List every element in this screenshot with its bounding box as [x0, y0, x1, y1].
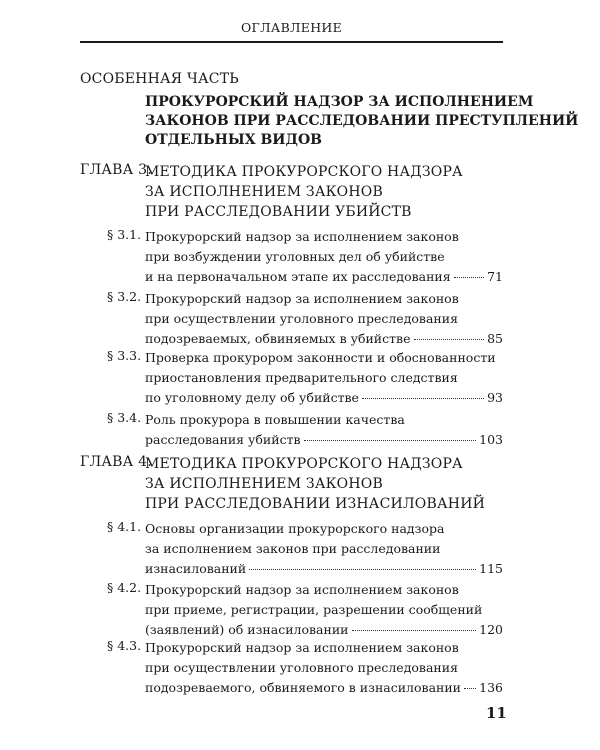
section-number: § 3.3. — [107, 348, 142, 363]
chapter-title-line: МЕТОДИКА ПРОКУРОРСКОГО НАДЗОРА — [145, 456, 463, 472]
entry-text-line: Проверка прокурором законности и обоснованности — [145, 350, 496, 365]
part-title-line: ЗАКОНОВ ПРИ РАССЛЕДОВАНИИ ПРЕСТУПЛЕНИЙ — [145, 113, 579, 129]
entry-text-line: при приеме, регистрации, разрешении сообщений — [145, 602, 483, 617]
chapter-label: ГЛАВА 3. — [80, 162, 152, 178]
page-ref: 115 — [479, 561, 503, 576]
part-label: ОСОБЕННАЯ ЧАСТЬ — [80, 71, 239, 87]
chapter-label: ГЛАВА 4. — [80, 454, 152, 470]
entry-text-line: Прокурорский надзор за исполнением законов — [145, 291, 459, 306]
dot-leader — [362, 398, 484, 399]
entry-text-line: Прокурорский надзор за исполнением законов — [145, 229, 459, 244]
page-ref: 120 — [479, 622, 503, 637]
section-number: § 3.4. — [107, 410, 142, 425]
section-number: § 4.1. — [107, 519, 142, 534]
dot-leader — [249, 569, 476, 570]
entry-text-line: подозреваемого, обвиняемого в изнасиловании — [145, 680, 462, 695]
chapter-title-line: ЗА ИСПОЛНЕНИЕМ ЗАКОНОВ — [145, 476, 383, 492]
chapter-title — [145, 454, 485, 514]
entry-text-line: при осуществлении уголовного преследования — [145, 311, 458, 326]
section-number: § 3.2. — [107, 289, 142, 304]
running-head: ОГЛАВЛЕНИЕ — [240, 20, 343, 35]
entry-text-line: (заявлений) об изнасиловании — [145, 622, 349, 637]
entry-text-line: Прокурорский надзор за исполнением законов — [145, 582, 459, 597]
entry-text-line: подозреваемых, обвиняемых в убийстве — [145, 331, 411, 346]
entry-text-line: Прокурорский надзор за исполнением законов — [145, 640, 459, 655]
page-ref: 71 — [487, 269, 503, 284]
page-ref: 103 — [479, 432, 503, 447]
part-title — [145, 93, 579, 150]
page-ref: 93 — [487, 390, 503, 405]
part-title-line: ОТДЕЛЬНЫХ ВИДОВ — [145, 132, 322, 148]
entry-text-line: расследования убийств — [145, 432, 301, 447]
chapter-title-line: МЕТОДИКА ПРОКУРОРСКОГО НАДЗОРА — [145, 164, 463, 180]
dot-leader — [464, 688, 476, 689]
section-number: § 4.3. — [107, 638, 142, 653]
chapter-title-line: ЗА ИСПОЛНЕНИЕМ ЗАКОНОВ — [145, 184, 383, 200]
page-ref: 85 — [487, 331, 503, 346]
chapter-title-line: ПРИ РАССЛЕДОВАНИИ ИЗНАСИЛОВАНИЙ — [145, 496, 486, 512]
dot-leader — [352, 630, 477, 631]
dot-leader — [454, 277, 484, 278]
chapter-title — [145, 162, 463, 222]
header-rule — [80, 41, 503, 43]
entry-text-line: и на первоначальном этапе их расследования — [145, 269, 451, 284]
entry-text-line: изнасилований — [145, 561, 247, 576]
dot-leader — [304, 440, 477, 441]
section-number: § 4.2. — [107, 580, 142, 595]
entry-text-line: при возбуждении уголовных дел об убийстве — [145, 249, 445, 264]
chapter-title-line: ПРИ РАССЛЕДОВАНИИ УБИЙСТВ — [145, 204, 412, 220]
entry-text-line: Основы организации прокурорского надзора — [145, 521, 445, 536]
entry-text-line: при осуществлении уголовного преследования — [145, 660, 458, 675]
entry-text-line: по уголовному делу об убийстве — [145, 390, 359, 405]
page-number: 11 — [486, 704, 507, 722]
dot-leader — [414, 339, 485, 340]
entry-text-line: приостановления предварительного следствия — [145, 370, 458, 385]
section-number: § 3.1. — [107, 227, 142, 242]
entry-text-line: Роль прокурора в повышении качества — [145, 412, 405, 427]
page-ref: 136 — [479, 680, 503, 695]
part-title-line: ПРОКУРОРСКИЙ НАДЗОР ЗА ИСПОЛНЕНИЕМ — [145, 94, 534, 110]
entry-text-line: за исполнением законов при расследовании — [145, 541, 441, 556]
